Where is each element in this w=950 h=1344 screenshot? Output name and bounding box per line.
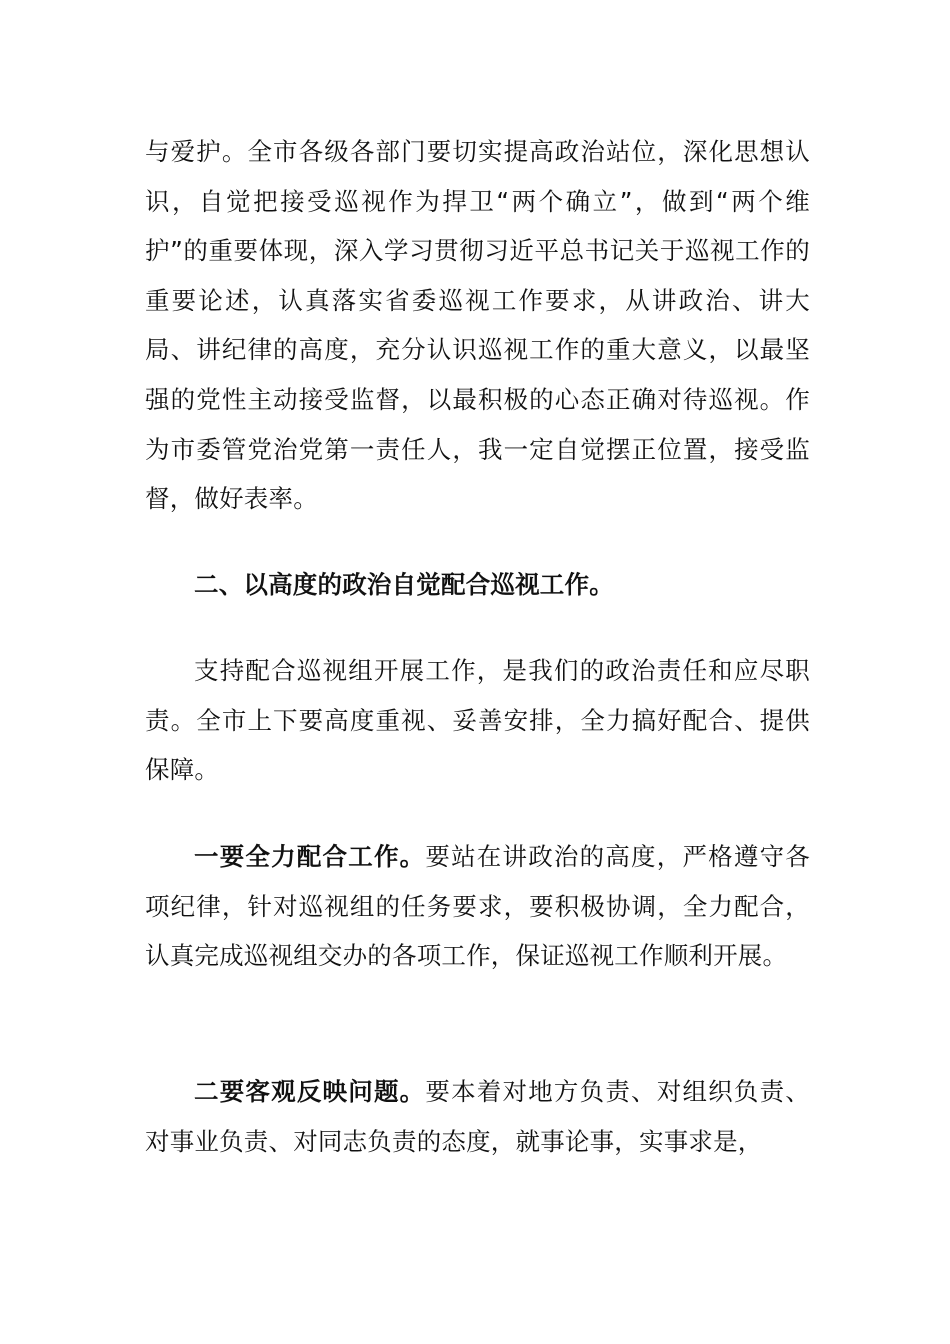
paragraph-support-cooperation: 支持配合巡视组开展工作，是我们的政治责任和应尽职责。全市上下要高度重视、妥善安排，全力搞好配合、提供保障。	[145, 656, 810, 785]
list-item-2	[145, 1067, 810, 1166]
list-item-2-lead: 二要客观反映问题。	[194, 1077, 426, 1106]
list-item-1	[145, 832, 810, 981]
list-item-1-lead: 一要全力配合工作。	[194, 842, 426, 871]
list-item-1-text: 要站在讲政治的高度，严格遵守各项纪律，针对巡视组的任务要求，要积极协调，全力配合，认真完成巡视组交办的各项工作，保证巡视工作顺利开展。	[145, 842, 810, 971]
section-heading-2: 二、以高度的政治自觉配合巡视工作。	[194, 570, 614, 599]
paragraph-continued: 与爱护。全市各级各部门要切实提高政治站位，深化思想认识，自觉把接受巡视作为捍卫“两个确立”，做到“两个维护”的重要体现，深入学习贯彻习近平总书记关于巡视工作的重要论述，认真落实省委巡视工作要求，从讲政治、讲大局、讲纪律的高度，充分认识巡视工作的重大意义，以最坚强的党性主动接受监督，以最积极的心态正确对待巡视。作为市委管党治党第一责任人，我一定自觉摆正位置，接受监督，做好表率。	[145, 137, 810, 514]
list-item-2-text: 要本着对地方负责、对组织负责、对事业负责、对同志负责的态度，就事论事，实事求是，	[145, 1077, 810, 1156]
